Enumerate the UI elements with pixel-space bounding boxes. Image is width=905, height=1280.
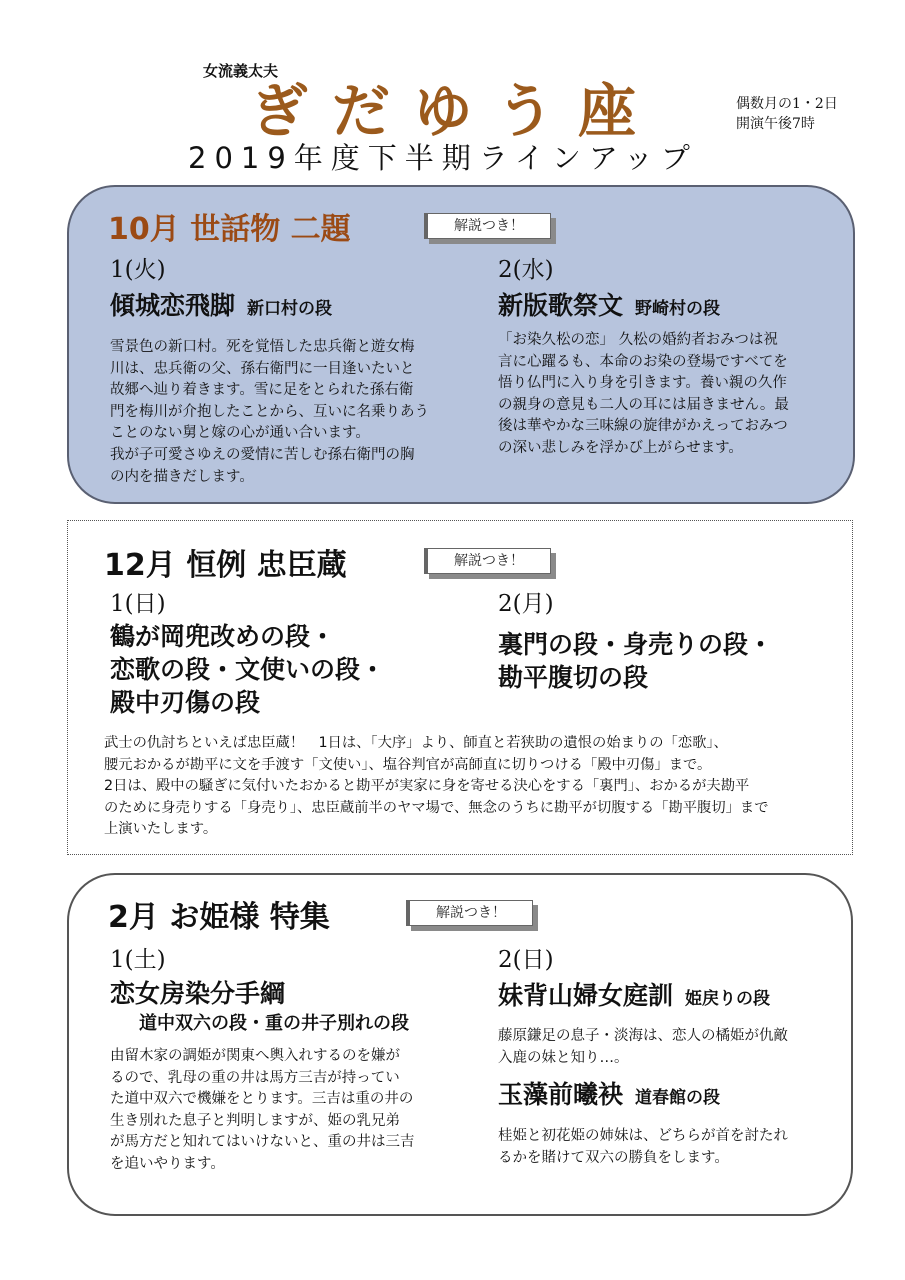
schedule-info (736, 94, 838, 134)
desc-line: 由留木家の調姫が関東へ輿入れするのを嫌が (110, 1048, 400, 1064)
october-heading: 10月 世話物 二題 (108, 212, 351, 247)
desc-line: 腰元おかるが勘平に文を手渡す「文使い」、塩谷判官が高師直に切りつける「殿中刃傷」まで。 (104, 756, 712, 773)
desc-line: 2日は、殿中の騒ぎに気付いたおかると勘平が実家に身を寄せる決心をする「裏門」、おかるが夫勘平 (104, 778, 750, 795)
february-commentary-badge: 解説つき！ (406, 900, 533, 926)
december-day2-title-line: 勘平腹切の段 (498, 663, 649, 692)
october-day1-label: 1(火) (110, 257, 166, 283)
february-day1-label: 1(土) (110, 947, 166, 973)
lineup-subtitle: 2019年度下半期ラインアップ (188, 141, 698, 175)
schedule-time: 開演午後7時 (736, 116, 815, 132)
february-day2-description (498, 1026, 788, 1069)
december-day1-label: 1(日) (110, 591, 166, 617)
desc-line: のために身売りする「身売り」、忠臣蔵前半のヤマ場で、無念のうちに勘平が切腹する「勘平腹切」まで (104, 799, 769, 816)
february-day2-play2 (498, 1079, 720, 1114)
december-commentary-badge: 解説つき！ (424, 548, 551, 574)
october-day2-description (498, 330, 789, 460)
october-commentary-badge: 解説つき！ (424, 213, 551, 239)
february-heading: 2月 お姫様 特集 (108, 900, 330, 935)
february-day2-label: 2(日) (498, 947, 554, 973)
october-day2-title: 新版歌祭文 (498, 291, 624, 320)
february-day2-description2 (498, 1126, 788, 1169)
desc-line: るかを賭けて双六の勝負をします。 (498, 1149, 729, 1166)
desc-line: 雪景色の新口村。死を覚悟した忠兵衛と遊女梅 (110, 339, 415, 355)
february-day2-play (498, 980, 770, 1015)
february-day1-title: 恋女房染分手綱 (110, 979, 286, 1008)
february-day2-title2: 玉藻前曦袂 (498, 1080, 624, 1109)
page-title: ぎだゆう座 (250, 77, 661, 145)
desc-line: 桂姫と初花姫の姉妹は、どちらが首を討たれ (498, 1128, 788, 1144)
october-day2-label: 2(水) (498, 257, 554, 283)
desc-line: を追いやります。 (110, 1155, 225, 1172)
october-day2-scene: 野崎村の段 (635, 299, 721, 319)
desc-line: 故郷へ辿り着きます。雪に足をとられた孫右衛 (110, 382, 414, 399)
desc-line: 「お染久松の恋」 久松の婚約者おみつは祝 (498, 332, 778, 348)
february-day1-description (110, 1046, 415, 1176)
december-day1-title-line: 鶴が岡兜改めの段・ (110, 622, 336, 651)
desc-line: ことのない舅と嫁の心が通い合います。 (110, 425, 370, 442)
october-day1-description (110, 337, 429, 488)
desc-line: 川は、忠兵衛の父、孫右衛門に一目逢いたいと (110, 360, 415, 377)
december-heading: 12月 恒例 忠臣蔵 (104, 548, 347, 583)
desc-line: るので、乳母の重の井は馬方三吉が持ってい (110, 1069, 400, 1086)
troupe-label: 女流義太夫 (203, 62, 279, 80)
december-day2-title-line: 裏門の段・身売りの段・ (498, 630, 774, 659)
february-day2-scene: 姫戻りの段 (685, 989, 771, 1009)
desc-line: 藤原鎌足の息子・淡海は、恋人の橘姫が仇敵 (498, 1028, 788, 1044)
february-day2-scene2: 道春館の段 (635, 1088, 721, 1108)
desc-line: 武士の仇討ちといえば忠臣蔵！ 1日は、「大序」より、師直と若狭助の遺恨の始まりの「恋歌」、 (104, 735, 728, 751)
december-day2-label: 2(月) (498, 591, 554, 617)
desc-line: の内を描きだします。 (110, 468, 254, 485)
desc-line: の深い悲しみを浮かび上がらせます。 (498, 439, 743, 456)
schedule-days: 偶数月の1・2日 (736, 96, 838, 112)
desc-line: 生き別れた息子と判明しますが、姫の乳兄弟 (110, 1112, 400, 1129)
desc-line: が馬方だと知れてはいけないと、重の井は三吉 (110, 1134, 415, 1151)
february-day2-title: 妹背山婦女庭訓 (498, 981, 674, 1010)
december-day1-title-line: 恋歌の段・文使いの段・ (110, 655, 386, 684)
december-day2-plays (498, 628, 773, 694)
october-day1-scene: 新口村の段 (247, 299, 333, 319)
desc-line: 後は華やかな三味線の旋律がかえっておみつ (498, 418, 788, 435)
desc-line: 悟り仏門に入り身を引きます。養い親の久作 (498, 375, 787, 392)
october-day1-play (110, 290, 332, 325)
december-day1-title-line: 殿中刃傷の段 (110, 688, 261, 717)
december-description (104, 733, 769, 841)
desc-line: た道中双六で機嫌をとります。三吉は重の井の (110, 1091, 414, 1108)
desc-line: 入鹿の妹と知り…。 (498, 1049, 629, 1066)
desc-line: の親身の意見も二人の耳には届きません。最 (498, 396, 789, 413)
february-day1-scene: 道中双六の段・重の井子別れの段 (139, 1013, 409, 1034)
desc-line: 言に心躍るも、本命のお染の登場ですべてを (498, 353, 788, 370)
desc-line: 上演いたします。 (104, 821, 218, 838)
october-day1-title: 傾城恋飛脚 (110, 291, 236, 320)
desc-line: 我が子可愛さゆえの愛情に苦しむ孫右衛門の胸 (110, 446, 415, 463)
october-day2-play (498, 290, 720, 325)
desc-line: 門を梅川が介抱したことから、互いに名乗りあう (110, 403, 429, 420)
december-day1-plays (110, 620, 385, 719)
